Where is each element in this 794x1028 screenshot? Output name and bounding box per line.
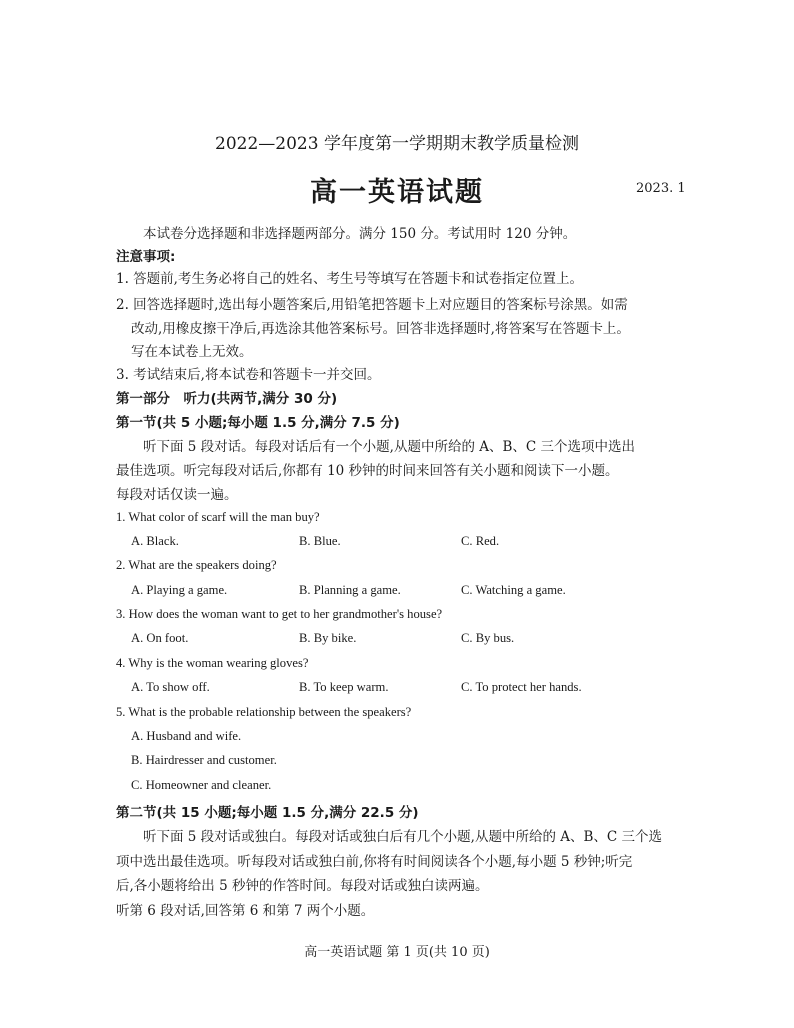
section-2-heading: 第二节(共 15 小题;每小题 1.5 分,满分 22.5 分) [116, 805, 419, 821]
section-1-instructions-line-3: 每段对话仅读一遍。 [116, 487, 238, 503]
exam-name: 2022—2023 学年度第一学期期末教学质量检测 [215, 134, 579, 154]
notice-item-2-line-2: 改动,用橡皮擦干净后,再选涂其他答案标号。回答非选择题时,将答案写在答题卡上。 [131, 321, 630, 337]
option-a: A. To show off. [131, 680, 210, 694]
question-stem: 4. Why is the woman wearing gloves? [116, 656, 309, 670]
notice-item-3: 3. 考试结束后,将本试卷和答题卡一并交回。 [116, 367, 381, 383]
page-title: 高一英语试题 [310, 177, 484, 208]
question-stem: 2. What are the speakers doing? [116, 558, 277, 572]
page-footer: 高一英语试题 第 1 页(共 10 页) [304, 945, 490, 960]
section-1-instructions-line-2: 最佳选项。听完每段对话后,你都有 10 秒钟的时间来回答有关小题和阅读下一小题。 [116, 463, 619, 479]
section-2-next-dialogue: 听第 6 段对话,回答第 6 和第 7 两个小题。 [116, 903, 375, 919]
option-b: B. By bike. [299, 631, 357, 645]
option-b: B. Hairdresser and customer. [131, 753, 277, 767]
notice-item-2-line-1: 2. 回答选择题时,选出每小题答案后,用铅笔把答题卡上对应题目的答案标号涂黑。如需 [116, 297, 628, 313]
option-b: B. Planning a game. [299, 583, 401, 597]
option-b: B. To keep warm. [299, 680, 389, 694]
question-stem: 5. What is the probable relationship between the speakers? [116, 705, 412, 719]
section-2-instructions-line-2: 项中选出最佳选项。听每段对话或独白前,你将有时间阅读各个小题,每小题 5 秒钟;听完 [116, 854, 633, 870]
intro-text: 本试卷分选择题和非选择题两部分。满分 150 分。考试用时 120 分钟。 [143, 226, 577, 242]
option-c: C. To protect her hands. [461, 680, 582, 694]
option-c: C. Homeowner and cleaner. [131, 778, 272, 792]
option-b: B. Blue. [299, 534, 341, 548]
section-1-heading: 第一节(共 5 小题;每小题 1.5 分,满分 7.5 分) [116, 415, 400, 431]
exam-date: 2023. 1 [636, 181, 686, 196]
notice-item-2-line-3: 写在本试卷上无效。 [131, 344, 253, 360]
option-a: A. Black. [131, 534, 179, 548]
question-stem: 3. How does the woman want to get to her grandmother's house? [116, 607, 443, 621]
option-a: A. Husband and wife. [131, 729, 242, 743]
option-a: A. On foot. [131, 631, 189, 645]
section-2-instructions-line-3: 后,各小题将给出 5 秒钟的作答时间。每段对话或独白读两遍。 [116, 878, 489, 894]
section-2-instructions-line-1: 听下面 5 段对话或独白。每段对话或独白后有几个小题,从题中所给的 A、B、C 三个选 [143, 829, 663, 845]
option-a: A. Playing a game. [131, 583, 228, 597]
question-stem: 1. What color of scarf will the man buy? [116, 510, 320, 524]
section-1-instructions-line-1: 听下面 5 段对话。每段对话后有一个小题,从题中所给的 A、B、C 三个选项中选出 [143, 439, 636, 455]
notice-item-1: 1. 答题前,考生务必将自己的姓名、考生号等填写在答题卡和试卷指定位置上。 [116, 271, 583, 287]
option-c: C. By bus. [461, 631, 515, 645]
option-c: C. Watching a game. [461, 583, 566, 597]
notice-heading: 注意事项: [116, 249, 176, 265]
part-1-heading: 第一部分 听力(共两节,满分 30 分) [116, 391, 338, 407]
option-c: C. Red. [461, 534, 500, 548]
